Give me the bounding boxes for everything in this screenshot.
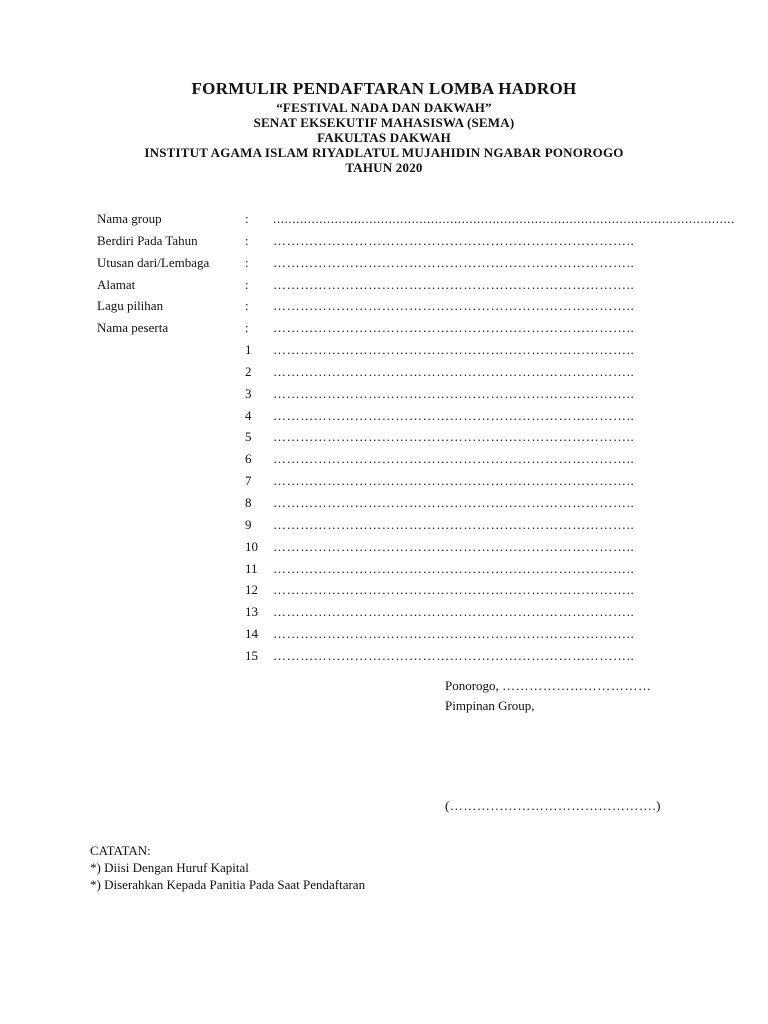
- participant-number: 11: [245, 560, 258, 576]
- fill-line[interactable]: ……………………………………………………………………..: [273, 385, 635, 401]
- fill-line[interactable]: ........................................................................................................................: [273, 211, 735, 226]
- field-row-song: [97, 295, 687, 317]
- field-row-participants: [97, 317, 687, 339]
- participant-row: [97, 645, 687, 667]
- participant-row: [97, 558, 687, 580]
- signer-name-line[interactable]: (……………………………………….): [445, 798, 661, 813]
- fill-line[interactable]: ……………………………………………………………………..: [273, 320, 635, 336]
- fill-line[interactable]: ……………………………………………………………………..: [273, 516, 635, 532]
- field-row-address: [97, 274, 687, 296]
- fill-line[interactable]: ……………………………………………………………………..: [273, 298, 635, 314]
- signature-block: [445, 676, 652, 716]
- field-label: Berdiri Pada Tahun: [97, 232, 198, 248]
- participant-row: [97, 426, 687, 448]
- fill-line[interactable]: ……………………………………………………………………..: [273, 254, 635, 270]
- field-row-founded-year: [97, 230, 687, 252]
- notes-heading: CATATAN:: [90, 843, 151, 858]
- faculty-name: FAKULTAS DAKWAH: [317, 130, 451, 145]
- participant-number: 8: [245, 494, 252, 510]
- fill-line[interactable]: ……………………………………………………………………..: [273, 473, 635, 489]
- fill-line[interactable]: ……………………………………………………………………..: [273, 407, 635, 423]
- field-colon: :: [245, 320, 249, 336]
- participant-row: [97, 601, 687, 623]
- participant-row: [97, 514, 687, 536]
- participant-row: [97, 405, 687, 427]
- fill-line[interactable]: ……………………………………………………………………..: [273, 232, 635, 248]
- field-row-group-name: [97, 208, 735, 230]
- fill-line[interactable]: ……………………………………………………………………..: [273, 538, 635, 554]
- fill-line[interactable]: ……………………………………………………………………..: [273, 451, 635, 467]
- participant-row: [97, 361, 687, 383]
- place-label: Ponorogo,: [445, 678, 499, 693]
- fill-line[interactable]: ……………………………………………………………………..: [273, 560, 635, 576]
- field-colon: :: [245, 298, 249, 314]
- form-header: [0, 78, 768, 175]
- participant-row: [97, 339, 687, 361]
- field-row-delegation: [97, 252, 687, 274]
- participant-number: 2: [245, 363, 252, 379]
- notes-section: [90, 842, 365, 893]
- participant-number: 5: [245, 429, 252, 445]
- field-colon: :: [245, 232, 249, 248]
- form-year: TAHUN 2020: [345, 160, 423, 175]
- field-label: Utusan dari/Lembaga: [97, 254, 210, 270]
- field-label: Lagu pilihan: [97, 298, 164, 314]
- fill-line[interactable]: ……………………………………………………………………..: [273, 342, 635, 358]
- registration-form: [97, 208, 735, 667]
- festival-name: “FESTIVAL NADA DAN DAKWAH”: [276, 100, 492, 115]
- participant-number: 10: [245, 538, 258, 554]
- field-label: Nama peserta: [97, 320, 169, 336]
- participant-row: [97, 448, 687, 470]
- participant-number: 15: [245, 647, 258, 663]
- participant-number: 13: [245, 604, 258, 620]
- participant-row: [97, 579, 687, 601]
- participant-number: 3: [245, 385, 252, 401]
- fill-line[interactable]: ……………………………………………………………………..: [273, 647, 635, 663]
- note-item: *) Diisi Dengan Huruf Kapital: [90, 860, 249, 875]
- institute-name: INSTITUT AGAMA ISLAM RIYADLATUL MUJAHIDIN NGABAR PONOROGO: [144, 145, 624, 160]
- fill-line[interactable]: ……………………………………………………………………..: [273, 626, 635, 642]
- field-colon: :: [245, 254, 249, 270]
- note-item: *) Diserahkan Kepada Panitia Pada Saat Pendaftaran: [90, 877, 366, 892]
- field-colon: :: [245, 211, 249, 226]
- participant-number: 9: [245, 516, 252, 532]
- fill-line[interactable]: ……………………………………………………………………..: [273, 494, 635, 510]
- participant-row: [97, 536, 687, 558]
- participant-row: [97, 470, 687, 492]
- participant-row: [97, 623, 687, 645]
- place-date-line: [445, 676, 652, 696]
- fill-line[interactable]: ……………………………………………………………………..: [273, 429, 635, 445]
- participant-number: 14: [245, 626, 258, 642]
- form-title: FORMULIR PENDAFTARAN LOMBA HADROH: [191, 79, 577, 98]
- participant-row: [97, 383, 687, 405]
- field-label: Alamat: [97, 276, 136, 292]
- participant-row: [97, 492, 687, 514]
- fill-line[interactable]: ……………………………………………………………………..: [273, 604, 635, 620]
- organizer-name: SENAT EKSEKUTIF MAHASISWA (SEMA): [253, 115, 515, 130]
- participant-number: 12: [245, 582, 258, 598]
- participant-number: 6: [245, 451, 252, 467]
- field-colon: :: [245, 276, 249, 292]
- fill-line[interactable]: ……………………………………………………………………..: [273, 582, 635, 598]
- fill-line[interactable]: ……………………………………………………………………..: [273, 276, 635, 292]
- field-label: Nama group: [97, 211, 162, 226]
- signer-role: Pimpinan Group,: [445, 698, 535, 713]
- participant-number: 4: [245, 407, 252, 423]
- participant-number: 1: [245, 342, 252, 358]
- fill-line[interactable]: ……………………………………………………………………..: [273, 363, 635, 379]
- participant-number: 7: [245, 473, 252, 489]
- date-fill-line[interactable]: ……………………………: [502, 678, 652, 693]
